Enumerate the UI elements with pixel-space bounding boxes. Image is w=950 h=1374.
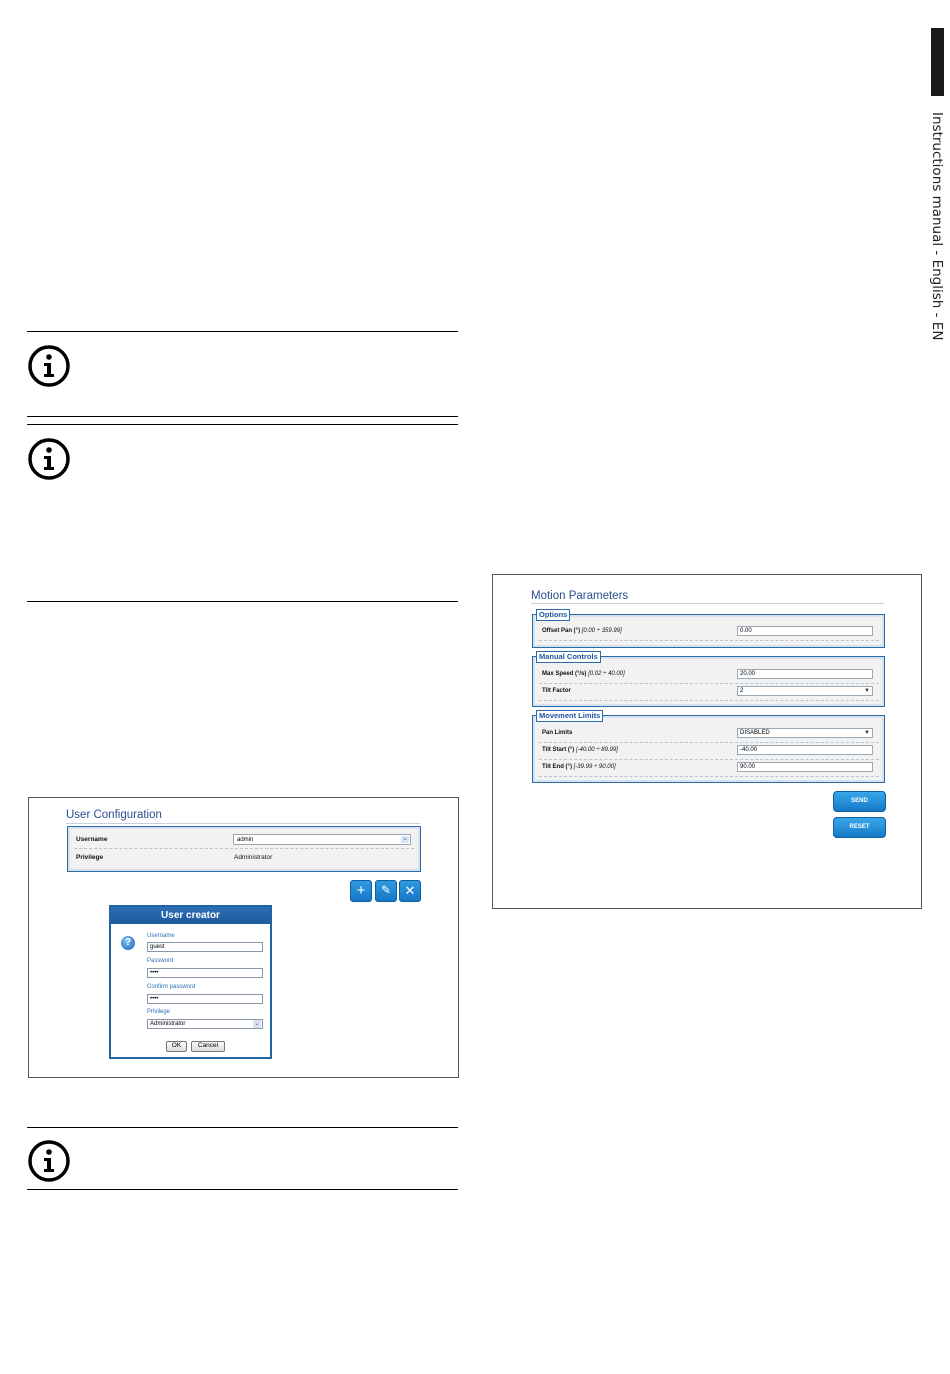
motion-title: Motion Parameters	[531, 590, 629, 602]
pan-limits-select[interactable]	[737, 728, 873, 738]
divider	[27, 601, 458, 602]
tilt-factor-row	[539, 684, 879, 701]
password-field[interactable]: ••••	[147, 968, 263, 978]
username-field-label: Username	[147, 933, 175, 939]
password-field-label: Password	[147, 958, 174, 964]
options-legend: Options	[536, 609, 570, 621]
title-rule	[531, 603, 884, 604]
movement-limits-legend: Movement Limits	[536, 710, 603, 722]
offset-pan-label: Offset Pan (°) [0.00 ÷ 359.99]	[542, 628, 622, 634]
tilt-end-label: Tilt End (°) [-39.99 ÷ 90.00]	[542, 764, 616, 770]
dialog-title: User creator	[111, 907, 270, 924]
privilege-select[interactable]	[147, 1019, 263, 1029]
max-speed-label: Max Speed (°/s) [0.02 ÷ 40.00]	[542, 671, 625, 677]
privilege-row	[74, 849, 414, 866]
user-config-title: User Configuration	[66, 809, 162, 821]
chevron-down-icon: ⌄	[254, 1021, 260, 1027]
manual-side-label	[927, 112, 947, 352]
info-icon	[27, 344, 71, 388]
confirm-password-label: Confirm password	[147, 984, 196, 990]
divider	[27, 1127, 458, 1128]
username-select[interactable]	[233, 834, 411, 845]
tilt-end-input[interactable]: 90.00	[737, 762, 873, 772]
pan-limits-row	[539, 726, 879, 743]
tilt-end-row	[539, 760, 879, 777]
user-config-panel	[67, 826, 421, 872]
username-select-value: admin	[237, 837, 254, 843]
username-label: Username	[76, 836, 108, 843]
info-icon	[27, 1139, 71, 1183]
info-icon	[27, 437, 71, 481]
max-speed-row	[539, 667, 879, 684]
dropdown-arrow-icon: ▼	[864, 688, 870, 694]
username-row	[74, 831, 414, 849]
divider	[27, 1189, 458, 1190]
offset-pan-row	[539, 624, 879, 641]
manual-controls-fieldset	[532, 652, 885, 707]
confirm-password-field[interactable]: ••••	[147, 994, 263, 1004]
chevron-down-icon: ⌄	[402, 836, 408, 842]
ok-button[interactable]: OK	[166, 1041, 187, 1052]
pan-limits-value: DISABLED	[740, 730, 770, 736]
tilt-factor-label: Tilt Factor	[542, 688, 571, 694]
divider	[27, 331, 458, 332]
pan-limits-label: Pan Limits	[542, 730, 573, 736]
tilt-start-input[interactable]: -40.00	[737, 745, 873, 755]
username-field[interactable]: guest	[147, 942, 263, 952]
privilege-label: Privilege	[76, 854, 104, 861]
question-icon: ?	[121, 936, 135, 950]
edit-user-button[interactable]	[375, 880, 397, 902]
title-rule	[66, 823, 420, 824]
divider	[27, 416, 458, 417]
max-speed-input[interactable]: 20.00	[737, 669, 873, 679]
reset-button[interactable]: RESET	[833, 817, 886, 838]
privilege-value: Administrator	[234, 854, 273, 861]
divider	[27, 424, 458, 425]
user-creator-dialog	[109, 905, 272, 1059]
tilt-start-row	[539, 743, 879, 760]
add-user-button[interactable]	[350, 880, 372, 902]
privilege-field-label: Privilege	[147, 1009, 171, 1015]
tilt-factor-select[interactable]	[737, 686, 873, 696]
close-icon: ✕	[404, 883, 416, 898]
pencil-icon: ✎	[380, 883, 392, 897]
manual-side-label-text: Instructions manual - English - EN	[929, 112, 945, 341]
dropdown-arrow-icon: ▼	[864, 730, 870, 736]
cancel-button[interactable]: Cancel	[191, 1041, 225, 1052]
tilt-factor-value: 2	[740, 688, 744, 694]
manual-controls-legend: Manual Controls	[536, 651, 601, 663]
options-fieldset	[532, 610, 885, 648]
privilege-select-value: Administrator	[150, 1021, 186, 1027]
plus-icon: +	[356, 882, 366, 899]
delete-user-button[interactable]	[399, 880, 421, 902]
offset-pan-input[interactable]: 0.00	[737, 626, 873, 636]
section-tab-marker	[931, 28, 944, 96]
movement-limits-fieldset	[532, 711, 885, 783]
send-button[interactable]: SEND	[833, 791, 886, 812]
tilt-start-label: Tilt Start (°) [-40.00 ÷ 89.99]	[542, 747, 618, 753]
